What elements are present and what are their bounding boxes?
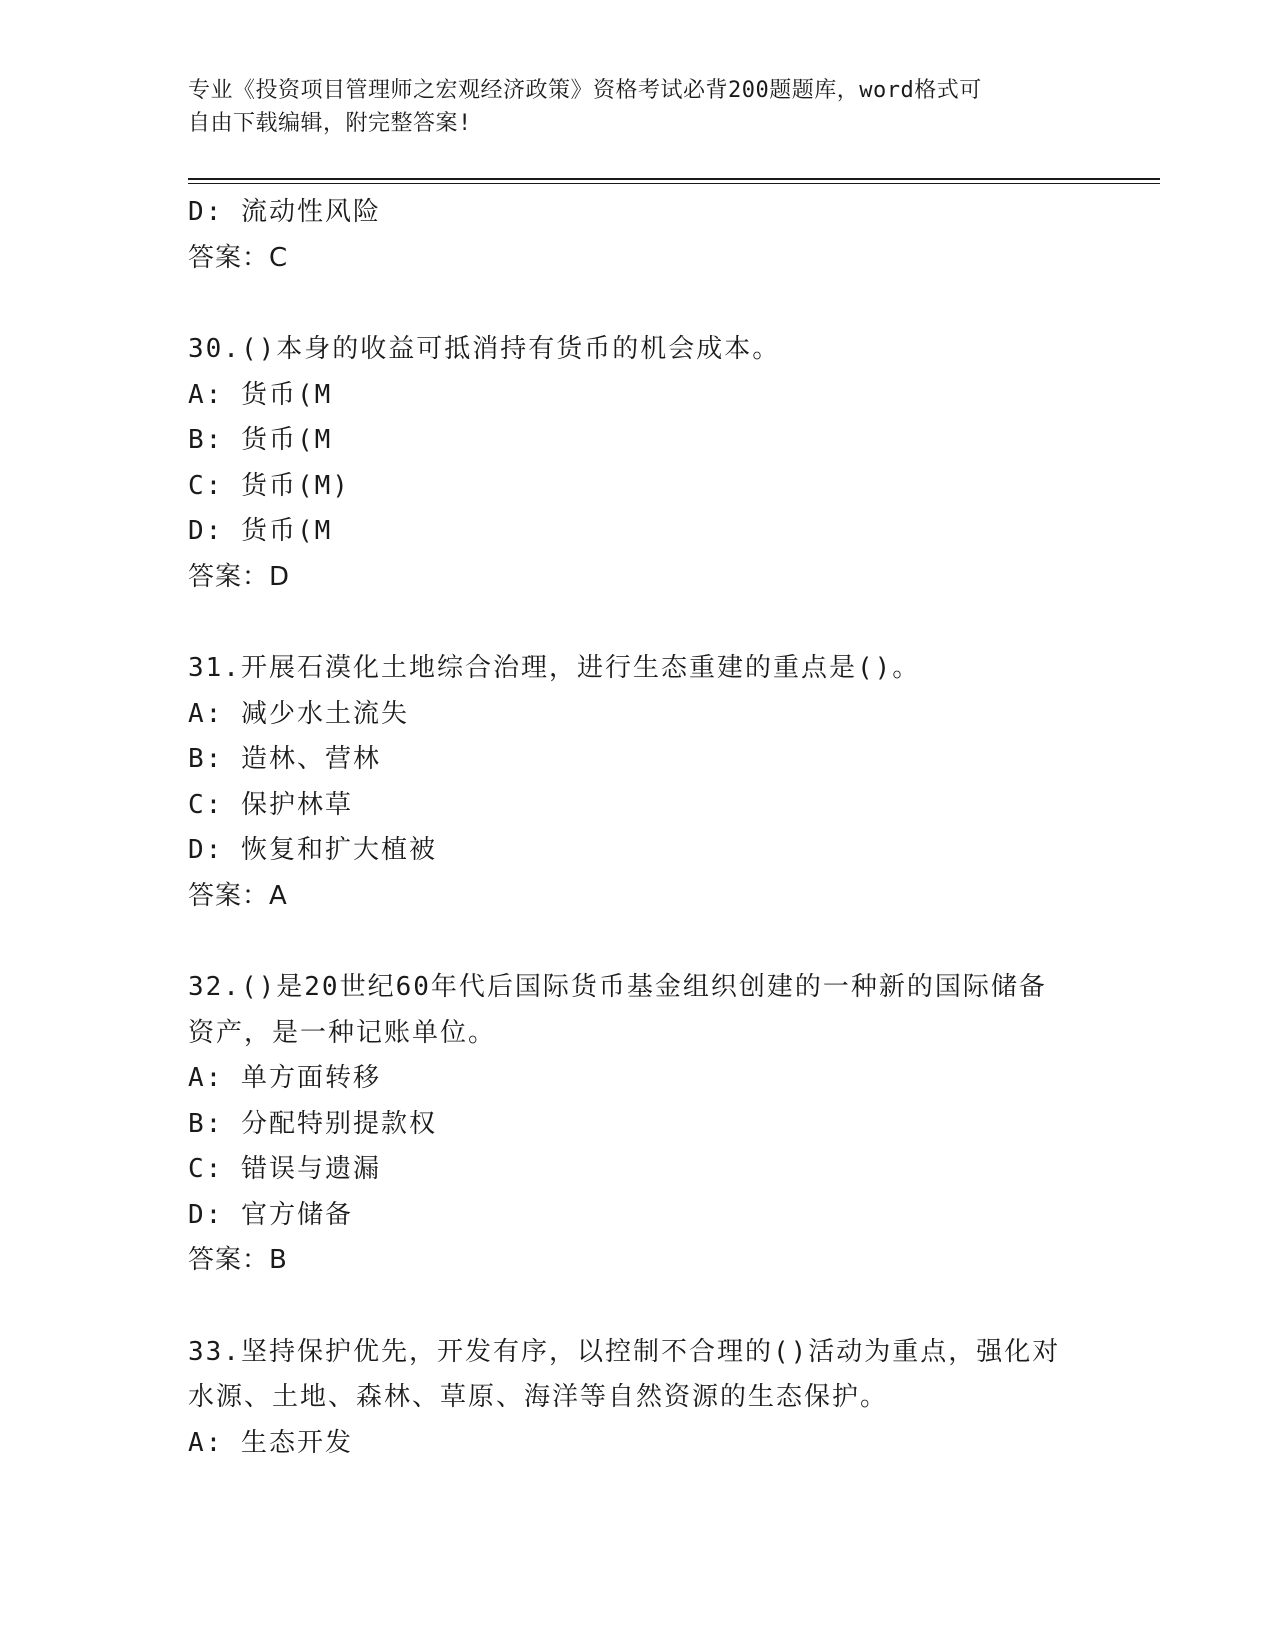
question-stem: 32.()是20世纪60年代后国际货币基金组织创建的一种新的国际储备: [188, 972, 1047, 1002]
option-c: C: 保护林草: [188, 789, 353, 820]
header-divider: [188, 178, 1160, 184]
question-33: [188, 1330, 1088, 1467]
question-32: [188, 965, 1088, 1284]
previous-question-tail: [188, 190, 1088, 281]
header-title-line-2: 自由下载编辑，附完整答案!: [188, 111, 472, 136]
question-31: [188, 646, 1088, 919]
question-stem: 31.开展石漠化土地综合治理，进行生态重建的重点是()。: [188, 653, 921, 683]
header-title-line-1: 专业《投资项目管理师之宏观经济政策》资格考试必背200题题库，word格式可: [188, 78, 982, 103]
answer-line: 答案：B: [188, 1245, 288, 1275]
option-a: A: 货币(M: [188, 379, 333, 410]
option-a: A: 生态开发: [188, 1427, 353, 1458]
option-d: D: 恢复和扩大植被: [188, 835, 437, 865]
document-header: [188, 74, 1068, 140]
question-list: [188, 190, 1088, 1466]
option-a: A: 减少水土流失: [188, 698, 409, 729]
option-b: B: 造林、营林: [188, 744, 381, 774]
option-c: C: 货币(M): [188, 470, 350, 501]
question-30: [188, 327, 1088, 600]
answer-line: 答案：D: [188, 561, 291, 592]
option-b: B: 分配特别提款权: [188, 1108, 437, 1139]
option-d: D: 官方储备: [188, 1199, 353, 1230]
answer-line: 答案：A: [188, 880, 288, 911]
option-d: D: 货币(M: [188, 516, 333, 546]
answer-line: 答案：C: [188, 242, 289, 273]
option-c: C: 错误与遗漏: [188, 1154, 381, 1184]
option-d: D: 流动性风险: [188, 197, 381, 227]
question-stem-continued: 水源、土地、森林、草原、海洋等自然资源的生态保护。: [188, 1382, 889, 1412]
question-stem: 30.()本身的收益可抵消持有货币的机会成本。: [188, 334, 781, 364]
option-b: B: 货币(M: [188, 425, 333, 455]
option-a: A: 单方面转移: [188, 1063, 381, 1093]
question-stem: 33.坚持保护优先，开发有序，以控制不合理的()活动为重点，强化对: [188, 1336, 1061, 1367]
question-stem-continued: 资产，是一种记账单位。: [188, 1017, 497, 1048]
